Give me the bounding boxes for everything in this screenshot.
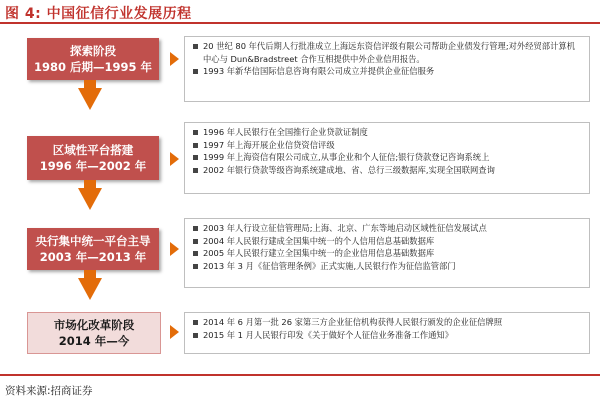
- stage-box-market-reform: [27, 312, 161, 354]
- connector-arrow-icon: [170, 52, 179, 66]
- stage-period: 2003 年—2013 年: [39, 250, 147, 264]
- events-box-regional-platform: [184, 122, 590, 194]
- down-arrow-icon: [78, 278, 102, 300]
- stage-box-central-bank: [27, 228, 159, 270]
- stage-period: 1996 年—2002 年: [39, 159, 147, 173]
- down-arrow-icon: [78, 88, 102, 110]
- stage-name: 市场化改革阶段: [53, 318, 135, 332]
- list-item: 1997 年上海开展企业信贷资信评级: [191, 139, 583, 152]
- list-item: 2013 年 3 月《征信管理条例》正式实施,人民银行作为征信监管部门: [191, 260, 583, 273]
- events-box-exploration: [184, 36, 590, 102]
- connector-arrow-icon: [170, 152, 179, 166]
- figure-title: 图 4: 中国征信行业发展历程: [5, 6, 192, 22]
- list-item: 2002 年银行贷款等级咨询系统建成地、省、总行三级数据库,实现全国联网查询: [191, 164, 583, 177]
- stage-period: 1980 后期—1995 年: [33, 60, 153, 74]
- source-note: 资料来源:招商证券: [5, 385, 93, 397]
- list-item: 1996 年人民银行在全国推行企业贷款证制度: [191, 126, 583, 139]
- stage-name: 区域性平台搭建: [52, 143, 134, 157]
- footer-rule: [0, 374, 600, 376]
- list-item: 2005 年人民银行建立全国集中统一的企业信用信息基础数据库: [191, 247, 583, 260]
- list-item: 2003 年人行设立征信管理局;上海、北京、广东等地启动区域性征信发展试点: [191, 222, 583, 235]
- list-item: 20 世纪 80 年代后期人行批准成立上海远东资信评级有限公司帮助企业债发行管理;对外经贸部计算机中心与 Dun&Bradstreet 合作互相提供中外企业信用报告。: [191, 40, 583, 65]
- events-box-market-reform: [184, 312, 590, 354]
- title-rule: [0, 22, 600, 24]
- list-item: 1993 年新华信国际信息咨询有限公司成立并提供企业征信服务: [191, 65, 583, 78]
- stage-name: 探索阶段: [70, 44, 116, 58]
- list-item: 1999 年上海资信有限公司成立,从事企业和个人征信;银行贷款登记咨询系统上: [191, 151, 583, 164]
- list-item: 2015 年 1 月人民银行印发《关于做好个人征信业务准备工作通知》: [191, 329, 583, 342]
- list-item: 2014 年 6 月第一批 26 家第三方企业征信机构获得人民银行颁发的企业征信牌照: [191, 316, 583, 329]
- stage-name: 央行集中统一平台主导: [35, 234, 151, 248]
- stage-box-regional-platform: [27, 136, 159, 180]
- list-item: 2004 年人民银行建成全国集中统一的个人信用信息基础数据库: [191, 235, 583, 248]
- stage-box-exploration: [27, 38, 159, 80]
- stage-period: 2014 年—今: [58, 334, 130, 348]
- connector-arrow-icon: [170, 242, 179, 256]
- events-box-central-bank: [184, 218, 590, 288]
- down-arrow-icon: [78, 188, 102, 210]
- connector-arrow-icon: [170, 325, 179, 339]
